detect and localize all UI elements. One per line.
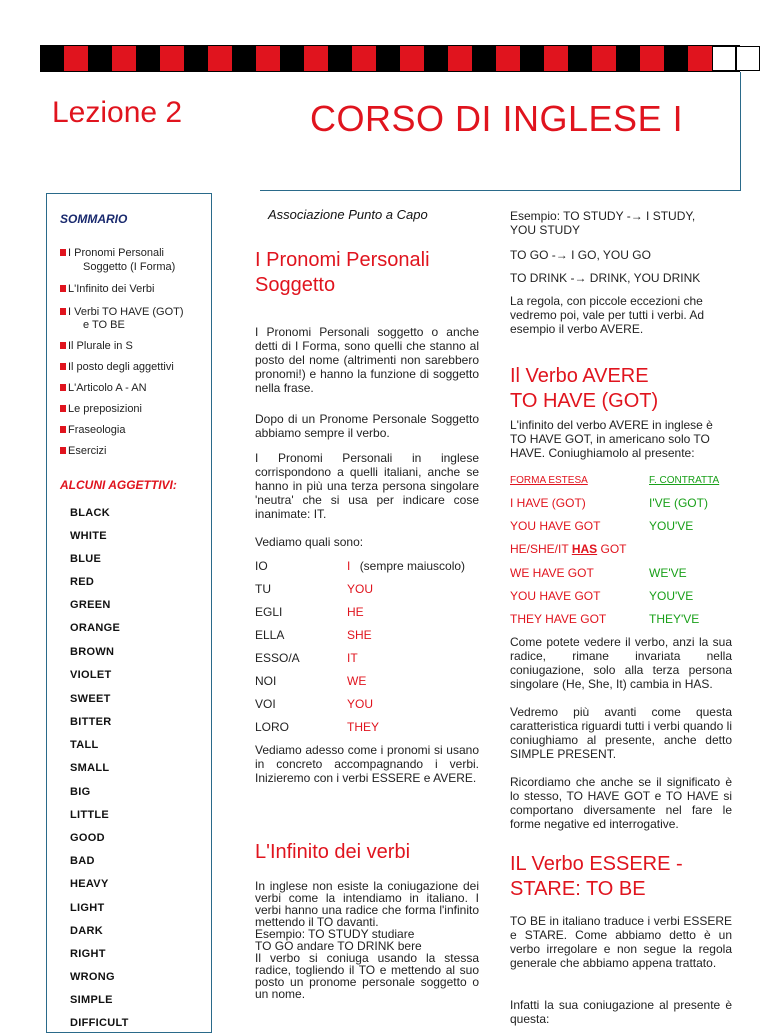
adjective-item: VIOLET [70,669,112,681]
square-bullet-icon [60,285,66,292]
pronoun-english: THEY [347,720,380,734]
adjective-item: WRONG [70,971,115,983]
column-header-forma-contratta: F. CONTRATTA [649,475,720,486]
adjectives-heading: ALCUNI AGGETTIVI: [60,478,177,492]
adjective-item: BITTER [70,716,112,728]
paragraph: Ricordiamo che anche se il significato è lo stesso, TO HAVE GOT e TO HAVE si comportano diversamente nel fare le forme negative ed interrogative. [510,775,732,831]
adjective-item: RED [70,576,95,588]
lesson-label: Lezione 2 [52,96,183,129]
adjective-item: SIMPLE [70,994,113,1006]
sommario-heading: SOMMARIO [60,212,128,226]
pronoun-english: SHE [347,628,372,642]
conjugation-short: WE'VE [649,566,687,580]
toc-item[interactable]: Le preposizioni [60,403,142,416]
pronoun-english: I (sempre maiuscolo) [347,559,466,573]
paragraph: La regola, con piccole eccezioni che vedremo poi, vale per tutti i verbi. Ad esempio il verbo AVERE. [510,294,705,336]
adjective-item: ORANGE [70,622,121,634]
conjugation-full: YOU HAVE GOT [510,589,601,603]
adjective-item: HEAVY [70,878,109,890]
example-line: Esempio: TO STUDY -→ I STUDY, YOU STUDY [510,209,696,237]
toc-item-continuation[interactable]: Soggetto (I Forma) [83,261,176,273]
conjugation-full: WE HAVE GOT [510,566,594,580]
adjective-item: DIFFICULT [70,1017,129,1029]
toc-item[interactable]: I Verbi TO HAVE (GOT) [60,306,184,319]
square-bullet-icon [60,363,66,370]
square-bullet-icon [60,426,66,433]
paragraph: In inglese non esiste la coniugazione dei verbi come la intendiamo in italiano. I verbi hanno una radice che forma l'infinito mettendo il TO davanti. Esempio: TO STUDY studiare TO GO andare TO DRINK bere Il verbo si coniuga usando la stessa radice, togliendo il TO e mettendo al suo posto un pronome personale soggetto o un nome. [255,879,479,1001]
pronoun-english: IT [347,651,358,665]
toc-item-continuation[interactable]: e TO BE [83,319,125,331]
paragraph: Vedremo più avanti come questa caratteristica riguardi tutti i verbi quando li coniughiamo al presente, anche detto SIMPLE PRESENT. [510,705,732,761]
adjective-item: BLUE [70,553,102,565]
square-bullet-icon [60,447,66,454]
paragraph: TO BE in italiano traduce i verbi ESSERE e STARE. Come abbiamo detto è un verbo irregolare e non segue la regola generale che abbiamo appena trattato. [510,914,732,970]
toc-item[interactable]: Esercizi [60,445,107,458]
conjugation-short: YOU'VE [649,589,694,603]
square-bullet-icon [60,405,66,412]
heading-pronomi: I Pronomi Personali Soggetto [255,249,430,296]
paragraph: Come potete vedere il verbo, anzi la sua radice, rimane invariata nella coniugazione, solo alla terza persona singolare (He, She, It) cambia in HAS. [510,635,732,691]
conjugation-full: HE/SHE/IT HAS GOT [510,542,627,556]
pronoun-english: YOU [347,697,374,711]
adjective-item: SMALL [70,762,110,774]
pronoun-italian: VOI [255,697,276,711]
pronoun-english: WE [347,674,367,688]
adjective-item: DARK [70,925,103,937]
example-line: TO DRINK -→ DRINK, YOU DRINK [510,271,701,285]
paragraph: Dopo di un Pronome Personale Soggetto abbiamo sempre il verbo. [255,412,479,440]
conjugation-full: I HAVE (GOT) [510,496,586,510]
heading-essere: IL Verbo ESSERE - STARE: TO BE [510,853,683,900]
heading-infinito: L'Infinito dei verbi [255,841,411,863]
square-bullet-icon [60,308,66,315]
association-name: Associazione Punto a Capo [268,207,428,222]
toc-item[interactable]: Fraseologia [60,424,125,437]
conjugation-short: I'VE (GOT) [649,496,708,510]
paragraph: Vediamo adesso come i pronomi si usano in concreto accompagnando i verbi. Inizieremo con i verbi ESSERE e AVERE. [255,743,479,785]
adjective-item: WHITE [70,530,107,542]
paragraph: Vediamo quali sono: [255,535,364,549]
pronoun-italian: ESSO/A [255,651,300,665]
adjective-item: BROWN [70,646,115,658]
toc-item[interactable]: L'Articolo A - AN [60,382,147,395]
paragraph: I Pronomi Personali in inglese corrispondono a quelli italiani, anche se hanno in più una terza persona singolare 'neutra' che si usa per indicare cose inanimate: IT. [255,451,479,521]
square-bullet-icon [60,342,66,349]
example-line: TO GO -→ I GO, YOU GO [510,248,651,262]
adjective-item: BAD [70,855,95,867]
pronoun-english: HE [347,605,364,619]
toc-item[interactable]: Il Plurale in S [60,340,133,353]
adjective-item: BIG [70,786,91,798]
adjective-item: LITTLE [70,809,110,821]
paragraph: Infatti la sua coniugazione al presente è questa: [510,998,732,1026]
conjugation-full: THEY HAVE GOT [510,612,607,626]
adjective-item: GOOD [70,832,105,844]
adjective-item: BLACK [70,507,110,519]
pronoun-italian: NOI [255,674,277,688]
pronoun-italian: TU [255,582,271,596]
page-title: CORSO DI INGLESE I [310,98,684,139]
paragraph: L'infinito del verbo AVERE in inglese è TO HAVE GOT, in americano solo TO HAVE. Coniughiamolo al presente: [510,418,713,460]
adjective-item: TALL [70,739,99,751]
conjugation-short: THEY'VE [649,612,700,626]
square-bullet-icon [60,384,66,391]
adjective-item: SWEET [70,693,111,705]
pronoun-italian: ELLA [255,628,285,642]
heading-avere: Il Verbo AVERE TO HAVE (GOT) [510,365,659,412]
conjugation-full: YOU HAVE GOT [510,519,601,533]
toc-item[interactable]: I Pronomi Personali [60,247,164,260]
conjugation-short: YOU'VE [649,519,694,533]
column-header-forma-estesa: FORMA ESTESA [510,475,588,486]
pronoun-english: YOU [347,582,374,596]
paragraph: I Pronomi Personali soggetto o anche detti di I Forma, sono quelli che stanno al posto del nome (altrimenti non sarebbero pronomi!) e hanno la funzione di soggetto nella frase. [255,325,479,395]
square-bullet-icon [60,249,66,256]
adjective-item: RIGHT [70,948,106,960]
pronoun-italian: EGLI [255,605,283,619]
decorative-header-bar [40,45,740,72]
adjective-item: LIGHT [70,902,105,914]
toc-item[interactable]: Il posto degli aggettivi [60,361,174,374]
pronoun-italian: LORO [255,720,290,734]
adjective-item: GREEN [70,599,111,611]
toc-item[interactable]: L'Infinito dei Verbi [60,283,155,296]
pronoun-italian: IO [255,559,268,573]
